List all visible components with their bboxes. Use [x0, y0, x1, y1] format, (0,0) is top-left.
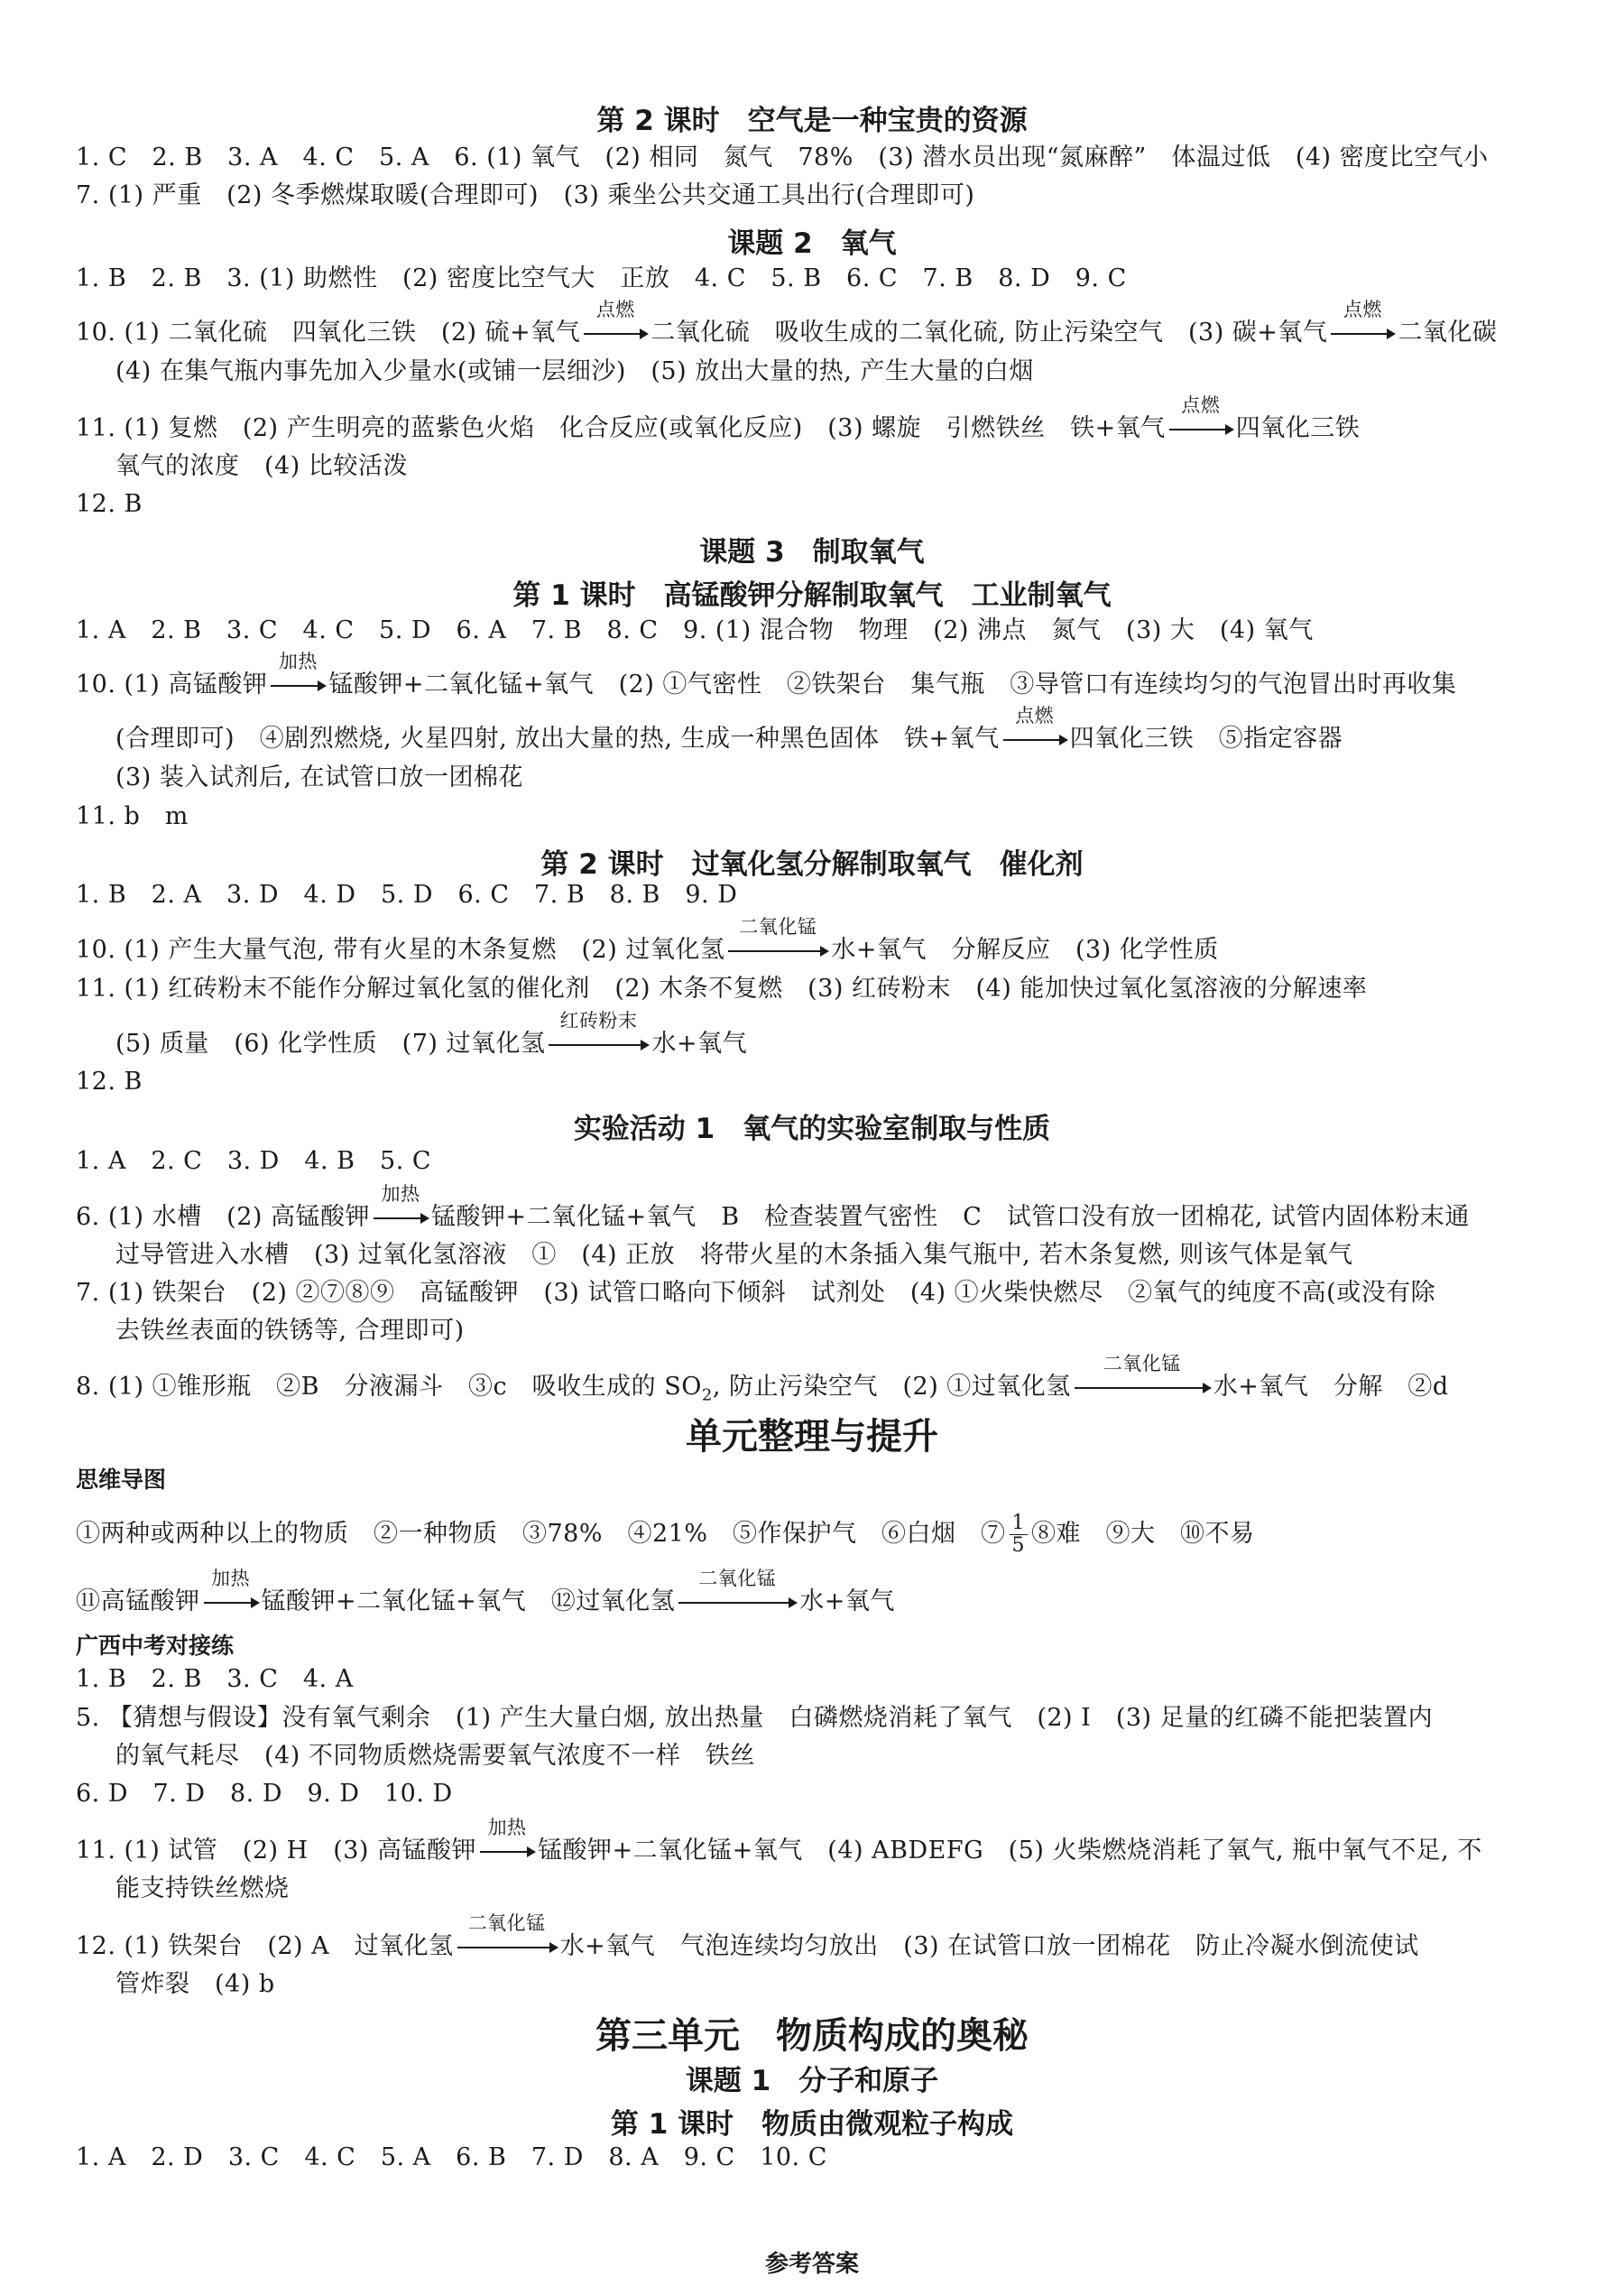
- answer-line: 管炸裂 (4) b: [115, 1970, 275, 1998]
- text: 锰酸钾+二氧化锰+氧气 B 检查装置气密性 C 试管口没有放一团棉花, 试管内固体粉末通: [431, 1203, 1470, 1231]
- answer-line: 1. A 2. B 3. C 4. C 5. D 6. A 7. B 8. C 9. (1) 混合物 物理 (2) 沸点 氮气 (3) 大 (4) 氧气: [76, 616, 1314, 644]
- page-footer: 参考答案: [764, 2251, 859, 2278]
- answer-line: [76, 1353, 1564, 1411]
- text: 水+氧气 分解 ②d: [1213, 1373, 1449, 1401]
- reaction-arrow: [476, 1817, 538, 1866]
- answer-line: [115, 1010, 1604, 1060]
- arrow-condition: 点燃: [1015, 705, 1055, 726]
- lesson-heading: 第 2 课时 过氧化氢分解制取氧气 催化剂: [540, 848, 1084, 881]
- text: 锰酸钾+二氧化锰+氧气 ⑫过氧化氢: [261, 1587, 676, 1615]
- reaction-arrow: [545, 1010, 651, 1060]
- text: 6. (1) 水槽 (2) 高锰酸钾: [76, 1203, 370, 1231]
- lesson-heading: 实验活动 1 氧气的实验室制取与性质: [573, 1113, 1051, 1145]
- lesson-heading: 第 1 课时 物质由微观粒子构成: [610, 2108, 1014, 2141]
- text: ⑪高锰酸钾: [76, 1587, 200, 1615]
- arrow-condition: 红砖粉末: [559, 1010, 638, 1032]
- text: 四氧化三铁 ⑤指定容器: [1069, 725, 1343, 753]
- answer-line: 氧气的浓度 (4) 比较活泼: [115, 452, 408, 480]
- text: , 防止污染空气 (2) ①过氧化氢: [712, 1373, 1071, 1401]
- reaction-arrow: [1000, 705, 1070, 754]
- answer-line: (4) 在集气瓶内事先加入少量水(或铺一层细沙) (5) 放出大量的热, 产生大量的白烟: [115, 357, 1034, 385]
- answer-line: 5. 【猜想与假设】没有氧气剩余 (1) 产生大量白烟, 放出热量 白磷燃烧消耗了氧气 (2) Ⅰ (3) 足量的红磷不能把装置内: [76, 1704, 1434, 1732]
- text: 12. (1) 铁架台 (2) A 过氧化氢: [76, 1932, 454, 1960]
- fraction-denominator: 5: [1011, 1534, 1026, 1557]
- answer-line: 12. B: [76, 490, 143, 518]
- answer-line: 1. A 2. D 3. C 4. C 5. A 6. B 7. D 8. A 9. C 10. C: [76, 2143, 827, 2171]
- answer-line: 7. (1) 严重 (2) 冬季燃煤取暖(合理即可) (3) 乘坐公共交通工具出行(合理即可): [76, 181, 975, 209]
- answer-line: 1. A 2. C 3. D 4. B 5. C: [76, 1147, 432, 1175]
- topic-heading: 课题 2 氧气: [727, 227, 897, 260]
- topic-heading: 课题 3 制取氧气: [699, 536, 925, 569]
- text: 8. (1) ①锥形瓶 ②B 分液漏斗 ③c 吸收生成的 SO: [76, 1373, 702, 1401]
- lesson-heading: 第 1 课时 高锰酸钾分解制取氧气 工业制氧气: [512, 579, 1112, 612]
- text: 二氧化硫 吸收生成的二氧化硫, 防止污染空气 (3) 碳+氧气: [651, 319, 1328, 347]
- answer-line: 6. D 7. D 8. D 9. D 10. D: [76, 1780, 453, 1808]
- arrow-condition: 点燃: [1343, 299, 1382, 320]
- answer-line: [76, 299, 1564, 348]
- reaction-arrow: [580, 299, 651, 348]
- text: 水+氧气: [799, 1587, 895, 1615]
- answer-line: 12. B: [76, 1068, 143, 1096]
- text: 二氧化碳: [1398, 319, 1498, 347]
- reaction-arrow: [724, 916, 831, 966]
- answer-line: 能支持铁丝燃烧: [115, 1874, 290, 1902]
- answer-line: [76, 1568, 1564, 1617]
- answer-line: [76, 1912, 1564, 1962]
- arrow-condition: 加热: [381, 1183, 420, 1205]
- answer-line: 1. B 2. B 3. (1) 助燃性 (2) 密度比空气大 正放 4. C 5. B 6. C 7. B 8. D 9. C: [76, 264, 1127, 292]
- answer-line: [76, 394, 1564, 444]
- arrow-condition: 加热: [211, 1568, 250, 1589]
- arrow-condition: 二氧化锰: [739, 916, 817, 938]
- text: (合理即可) ④剧烈燃烧, 火星四射, 放出大量的热, 生成一种黑色固体 铁+氧气: [115, 725, 1000, 753]
- reaction-arrow: [200, 1568, 262, 1617]
- text: 锰酸钾+二氧化锰+氧气 (4) ABDEFG (5) 火柴燃烧消耗了氧气, 瓶中氧气不足, 不: [538, 1837, 1482, 1865]
- arrow-condition: 加热: [487, 1817, 527, 1838]
- topic-heading: 课题 1 分子和原子: [685, 2065, 939, 2097]
- answer-line: 1. C 2. B 3. A 4. C 5. A 6. (1) 氧气 (2) 相同 氮气 78% (3) 潜水员出现“氮麻醉” 体温过低 (4) 密度比空气小: [76, 143, 1489, 171]
- reaction-arrow: [1327, 299, 1398, 348]
- arrow-condition: 二氧化锰: [1103, 1353, 1181, 1374]
- fraction-numerator: 1: [1010, 1513, 1029, 1535]
- answer-line: [76, 1183, 1564, 1233]
- reaction-arrow: [370, 1183, 431, 1233]
- answer-line: 1. B 2. A 3. D 4. D 5. D 6. C 7. B 8. B 9. D: [76, 881, 738, 909]
- arrow-condition: 点燃: [1181, 394, 1221, 416]
- text: 10. (1) 高锰酸钾: [76, 671, 268, 699]
- text: ⑧难 ⑨大 ⑩不易: [1031, 1520, 1255, 1548]
- answer-line: 的氧气耗尽 (4) 不同物质燃烧需要氧气浓度不一样 铁丝: [115, 1742, 755, 1770]
- section-label: 广西中考对接练: [76, 1633, 235, 1659]
- text: 10. (1) 产生大量气泡, 带有火星的木条复燃 (2) 过氧化氢: [76, 936, 725, 964]
- subscript: 2: [701, 1385, 713, 1405]
- reaction-arrow: [1166, 394, 1236, 444]
- answer-line: 7. (1) 铁架台 (2) ②⑦⑧⑨ 高锰酸钾 (3) 试管口略向下倾斜 试剂处 (4) ①火柴快燃尽 ②氧气的纯度不高(或没有除: [76, 1279, 1436, 1307]
- answer-line: [76, 1817, 1564, 1866]
- answer-line: 11. b m: [76, 802, 189, 830]
- answer-line: 去铁丝表面的铁锈等, 合理即可): [115, 1317, 465, 1345]
- fraction: [1010, 1513, 1029, 1557]
- reaction-arrow: [267, 651, 328, 700]
- arrow-condition: 点燃: [595, 299, 635, 320]
- text: 11. (1) 试管 (2) H (3) 高锰酸钾: [76, 1837, 477, 1865]
- text: 11. (1) 复燃 (2) 产生明亮的蓝紫色火焰 化合反应(或氧化反应) (3) 螺旋 引燃铁丝 铁+氧气: [76, 414, 1166, 442]
- text: 10. (1) 二氧化硫 四氧化三铁 (2) 硫+氧气: [76, 319, 581, 347]
- answer-line: 1. B 2. B 3. C 4. A: [76, 1665, 354, 1693]
- arrow-condition: 二氧化锰: [698, 1568, 777, 1589]
- unit-heading: 第三单元 物质构成的奥秘: [595, 2015, 1029, 2057]
- answer-line: 过导管进入水槽 (3) 过氧化氢溶液 ① (4) 正放 将带火星的木条插入集气瓶中, 若木条复燃, 则该气体是氧气: [115, 1241, 1353, 1269]
- text: (5) 质量 (6) 化学性质 (7) 过氧化氢: [115, 1030, 546, 1058]
- text: 水+氧气 气泡连续均匀放出 (3) 在试管口放一团棉花 防止冷凝水倒流使试: [559, 1932, 1419, 1960]
- answer-line: [76, 916, 1564, 966]
- answer-line: [76, 651, 1564, 700]
- unit-review-heading: 单元整理与提升: [686, 1416, 938, 1458]
- reaction-arrow: [454, 1912, 560, 1962]
- answer-line: 11. (1) 红砖粉末不能作分解过氧化氢的催化剂 (2) 木条不复燃 (3) 红砖粉末 (4) 能加快过氧化氢溶液的分解速率: [76, 975, 1368, 1003]
- lesson-heading: 第 2 课时 空气是一种宝贵的资源: [596, 105, 1028, 137]
- text: 水+氧气 分解反应 (3) 化学性质: [831, 936, 1219, 964]
- answer-line: [115, 705, 1604, 754]
- arrow-condition: 加热: [278, 651, 318, 672]
- text: 水+氧气: [651, 1030, 748, 1058]
- answer-line: [76, 1513, 1564, 1557]
- arrow-condition: 二氧化锰: [467, 1912, 546, 1934]
- text: ①两种或两种以上的物质 ②一种物质 ③78% ④21% ⑤作保护气 ⑥白烟 ⑦: [76, 1520, 1006, 1548]
- answer-line: (3) 装入试剂后, 在试管口放一团棉花: [115, 763, 523, 791]
- text: 四氧化三铁: [1235, 414, 1361, 442]
- text: 锰酸钾+二氧化锰+氧气 (2) ①气密性 ②铁架台 集气瓶 ③导管口有连续均匀的气泡冒出时再收集: [328, 671, 1457, 699]
- reaction-arrow: [1071, 1353, 1213, 1402]
- section-label: 思维导图: [76, 1467, 167, 1493]
- reaction-arrow: [675, 1568, 799, 1617]
